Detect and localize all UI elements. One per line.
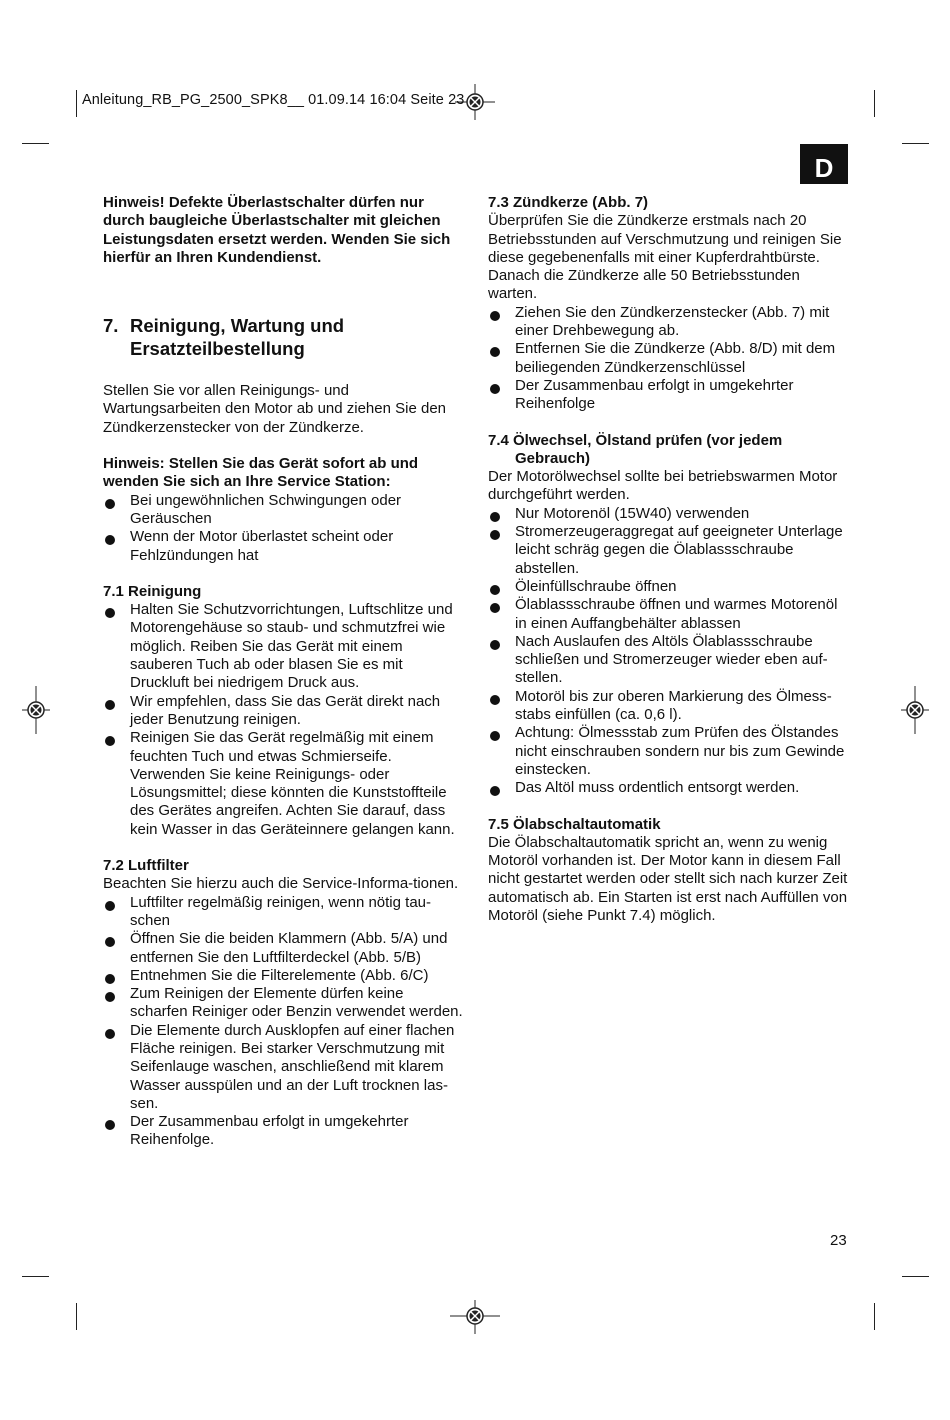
spark-plug-list — [488, 304, 853, 414]
list-item: Motoröl bis zur oberen Markierung des Ölmess-stabs einfüllen (ca. 0,6 l). — [488, 688, 853, 725]
air-filter-list — [103, 894, 465, 1150]
service-note-list — [103, 492, 465, 565]
list-item: Öleinfüllschraube öffnen — [488, 578, 853, 596]
list-item: Entnehmen Sie die Filterelemente (Abb. 6/C) — [103, 967, 465, 985]
subsection-title-line: Gebrauch) — [515, 449, 591, 467]
crop-mark — [874, 1303, 875, 1330]
crop-mark — [76, 90, 77, 117]
list-item: Entfernen Sie die Zündkerze (Abb. 8/D) mit dem beiliegenden Zündkerzenschlüssel — [488, 340, 853, 377]
crop-mark — [902, 1276, 929, 1277]
list-item: Wir empfehlen, dass Sie das Gerät direkt nach jeder Benutzung reinigen. — [103, 693, 465, 730]
list-item: Das Altöl muss ordentlich entsorgt werden. — [488, 779, 853, 797]
subsection-intro: Der Motorölwechsel sollte bei betriebswarmen Motor durchgeführt werden. — [488, 468, 838, 504]
subsection-title — [488, 432, 853, 469]
crop-mark — [902, 143, 929, 144]
subsection-title: 7.5 Ölabschaltautomatik — [488, 815, 661, 833]
list-item: Ölablassschraube öffnen und warmes Motorenöl in einen Auffangbehälter ablassen — [488, 596, 853, 633]
subsection-title: 7.1 Reinigung — [103, 582, 202, 600]
left-column — [103, 194, 465, 1150]
list-item: Der Zusammenbau erfolgt in umgekehrter Reihenfolge. — [103, 1113, 465, 1150]
list-item: Wenn der Motor überlastet scheint oder Fehlzündungen hat — [103, 528, 465, 565]
language-tab: D — [800, 144, 848, 184]
subsection-intro: Beachten Sie hierzu auch die Service-Informa-tionen. — [103, 875, 459, 893]
subsection-intro: Überprüfen Sie die Zündkerze erstmals nach 20 Betriebsstunden auf Verschmutzung und reinigen Sie diese gegebenenfalls mit einer Kupferdrahtbürste. Danach die Zündkerze alle 50 Betriebsstunden warten. — [488, 212, 842, 303]
subsection-title: 7.2 Luftfilter — [103, 857, 189, 875]
crop-mark — [76, 1303, 77, 1330]
subsection-title: 7.3 Zündkerze (Abb. 7) — [488, 194, 649, 211]
crop-mark — [22, 143, 49, 144]
section-heading — [103, 314, 465, 360]
list-item: Nach Auslaufen des Altöls Ölablassschraube schließen und Stromerzeuger wieder eben auf-stellen. — [488, 633, 853, 688]
section-number: 7. — [103, 315, 119, 337]
subsection-title-line: 7.4 Ölwechsel, Ölstand prüfen (vor jedem — [488, 431, 783, 449]
list-item: Halten Sie Schutzvorrichtungen, Luftschlitze und Motorengehäuse so staub- und schmutzfrei wie möglich. Reiben Sie das Gerät mit einem sauberen Tuch ab oder blasen Sie es mit Druckluft bei niedrigem Druck aus. — [103, 601, 465, 692]
list-item: Zum Reinigen der Elemente dürfen keine scharfen Reiniger oder Benzin verwendet werden. — [103, 985, 465, 1022]
list-item: Bei ungewöhnlichen Schwingungen oder Geräuschen — [103, 492, 465, 529]
subsection-text: Die Ölabschaltautomatik spricht an, wenn zu wenig Motoröl vorhanden ist. Der Motor kann in diesem Fall nicht gestartet werden oder stellt sich nach kurzer Zeit automatisch ab. Ein Starten ist erst nach Auffüllen von Motoröl (siehe Punkt 7.4) möglich. — [488, 833, 848, 924]
cleaning-list — [103, 601, 465, 839]
registration-mark-icon — [901, 686, 929, 734]
oil-change-list — [488, 505, 853, 798]
list-item: Luftfilter regelmäßig reinigen, wenn nötig tau-schen — [103, 894, 465, 931]
list-item: Achtung: Ölmessstab zum Prüfen des Ölstandes nicht einschrauben sondern nur bis zum Gewinde einstecken. — [488, 724, 853, 779]
overload-note: Hinweis! Defekte Überlastschalter dürfen nur durch baugleiche Überlastschalter mit gleichen Leistungsdaten ersetzt werden. Wenden Sie sich hierfür an Ihren Kundendienst. — [103, 194, 451, 266]
list-item: Öffnen Sie die beiden Klammern (Abb. 5/A) und entfernen Sie den Luftfilterdeckel (Abb. 5/B) — [103, 930, 465, 967]
print-slug: Anleitung_RB_PG_2500_SPK8__ 01.09.14 16:04 Seite 23 — [82, 92, 465, 108]
crop-mark — [22, 1276, 49, 1277]
intro-paragraph: Stellen Sie vor allen Reinigungs- und Wartungsarbeiten den Motor ab und ziehen Sie den Zündkerzenstecker von der Zündkerze. — [103, 382, 447, 436]
list-item: Die Elemente durch Ausklopfen auf einer flachen Fläche reinigen. Bei starker Verschmutzung mit Seifenlauge waschen, anschließend mit klarem Wasser ausspülen und an der Luft trocknen las-sen. — [103, 1022, 465, 1113]
list-item: Der Zusammenbau erfolgt in umgekehrter Reihenfolge — [488, 377, 853, 414]
list-item: Stromerzeugeraggregat auf geeigneter Unterlage leicht schräg gegen die Ölablassschraube abstellen. — [488, 523, 853, 578]
list-item: Reinigen Sie das Gerät regelmäßig mit einem feuchten Tuch und etwas Schmierseife. Verwenden Sie keine Reinigungs- oder Lösungsmittel; diese könnten die Kunststoffteile des Gerätes angreifen. Achten Sie darauf, dass kein Wasser in das Geräteinnere gelangen kann. — [103, 729, 465, 839]
page-number: 23 — [830, 1232, 847, 1249]
registration-mark-icon — [450, 1300, 500, 1334]
service-note: Hinweis: Stellen Sie das Gerät sofort ab und wenden Sie sich an Ihre Service Station: — [103, 455, 419, 491]
right-column — [488, 194, 853, 925]
list-item: Ziehen Sie den Zündkerzenstecker (Abb. 7) mit einer Drehbewegung ab. — [488, 304, 853, 341]
registration-mark-icon — [22, 686, 50, 734]
section-title: Reinigung, Wartung und Ersatzteilbestellung — [130, 315, 345, 360]
list-item: Nur Motorenöl (15W40) verwenden — [488, 505, 853, 523]
crop-mark — [874, 90, 875, 117]
